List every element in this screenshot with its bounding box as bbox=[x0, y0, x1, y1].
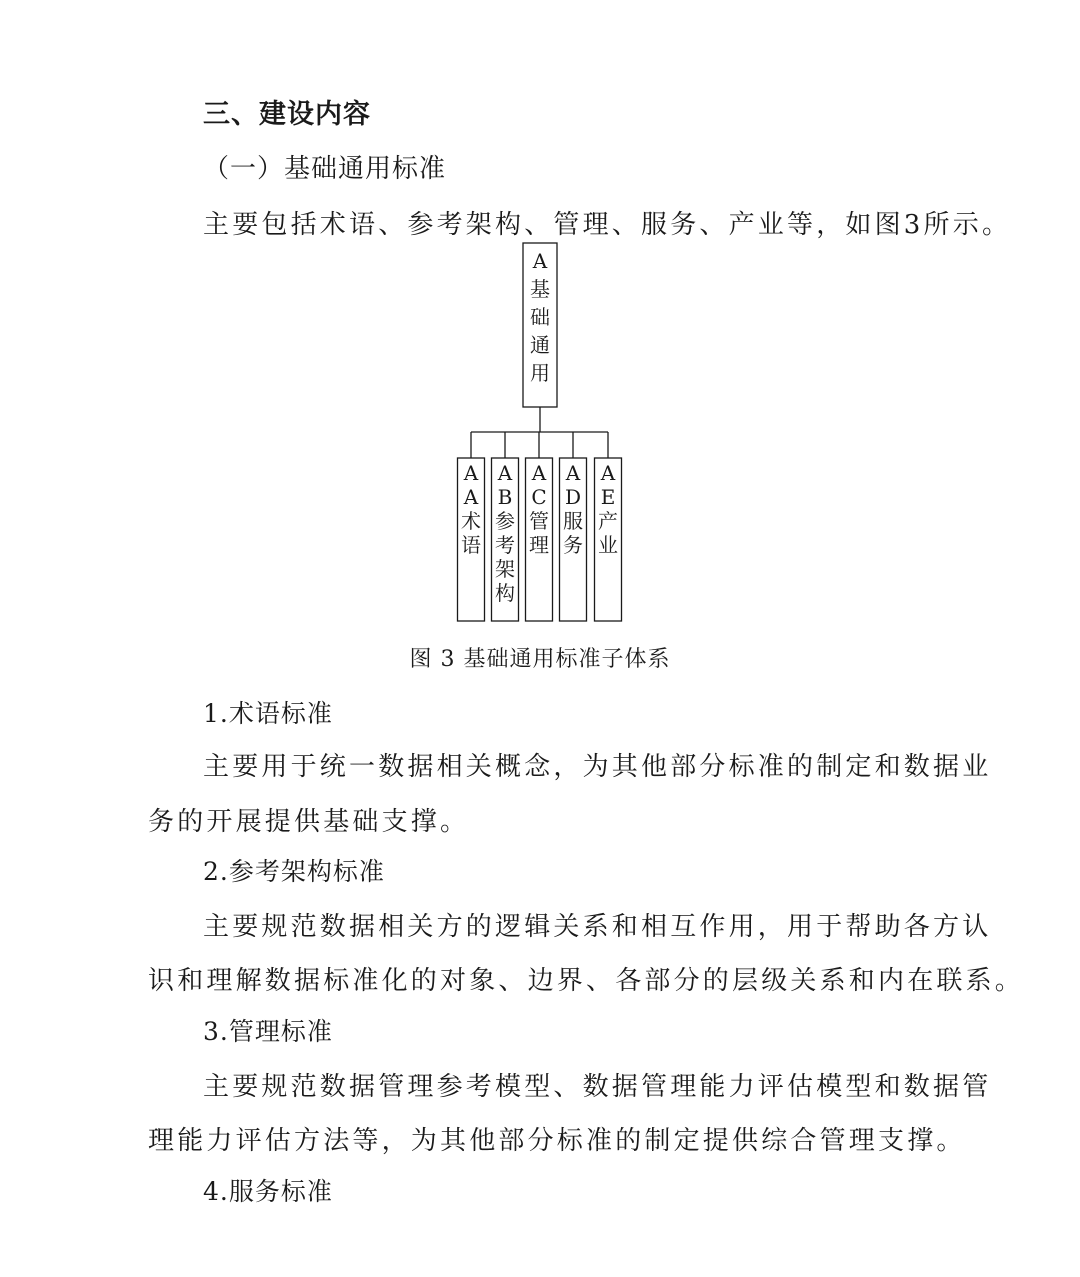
child-node-label bbox=[563, 461, 583, 557]
root-node-char: 基 bbox=[530, 277, 550, 301]
child-node-label bbox=[461, 461, 481, 557]
paragraph-line: 识和理解数据标准化的对象、边界、各部分的层级关系和内在联系。 bbox=[148, 966, 1025, 996]
child-node-char: A bbox=[463, 461, 479, 485]
paragraph-line: 主要用于统一数据相关概念，为其他部分标准的制定和数据业 bbox=[203, 752, 992, 782]
intro-paragraph: 主要包括术语、参考架构、管理、服务、产业等，如图3所示。 bbox=[203, 210, 1012, 240]
section-title-management: 3.管理标准 bbox=[203, 1017, 333, 1046]
child-node-char: 语 bbox=[461, 533, 481, 557]
section-title-reference-architecture: 2.参考架构标准 bbox=[203, 857, 385, 886]
child-node-char: 务 bbox=[563, 533, 583, 557]
child-node-char: A bbox=[531, 461, 547, 485]
child-node-label bbox=[598, 461, 618, 557]
paragraph-line: 主要规范数据相关方的逻辑关系和相互作用，用于帮助各方认 bbox=[203, 912, 992, 942]
figure-caption: 图 3 基础通用标准子体系 bbox=[409, 647, 671, 672]
child-node-char: 业 bbox=[598, 533, 618, 557]
child-node-char: B bbox=[497, 485, 513, 509]
child-node-char: A bbox=[497, 461, 513, 485]
child-node-label bbox=[529, 461, 549, 557]
child-node-char: 考 bbox=[495, 533, 515, 557]
paragraph-line: 理能力评估方法等，为其他部分标准的制定提供综合管理支撑。 bbox=[148, 1126, 966, 1156]
child-node-char: C bbox=[531, 485, 547, 509]
section-title-terminology: 1.术语标准 bbox=[203, 699, 333, 728]
child-node-char: A bbox=[463, 485, 479, 509]
root-node-char: 通 bbox=[530, 333, 550, 357]
child-node-char: 构 bbox=[495, 581, 515, 605]
child-node-char: 参 bbox=[495, 509, 515, 533]
root-node-char: 用 bbox=[530, 361, 550, 385]
subsection-heading: （一）基础通用标准 bbox=[203, 154, 447, 184]
root-node-label bbox=[530, 249, 550, 385]
child-node-char: D bbox=[564, 485, 582, 509]
section-title-services: 4.服务标准 bbox=[203, 1177, 333, 1206]
section-heading: 三、建设内容 bbox=[203, 99, 371, 130]
paragraph-line: 主要规范数据管理参考模型、数据管理能力评估模型和数据管 bbox=[203, 1072, 992, 1102]
child-node-char: 理 bbox=[529, 533, 549, 557]
child-nodes bbox=[458, 432, 622, 621]
child-node-char: 架 bbox=[495, 557, 515, 581]
child-node-char: A bbox=[565, 461, 581, 485]
child-node-char: E bbox=[600, 485, 616, 509]
child-node-char: 产 bbox=[598, 509, 618, 533]
root-node-char: 础 bbox=[530, 305, 550, 329]
paragraph-line: 务的开展提供基础支撑。 bbox=[148, 807, 470, 837]
child-node-label bbox=[495, 461, 515, 605]
root-node-char: A bbox=[532, 249, 548, 273]
child-node-char: 服 bbox=[563, 509, 583, 533]
child-node-char: A bbox=[600, 461, 616, 485]
child-node-char: 术 bbox=[461, 509, 481, 533]
child-node-char: 管 bbox=[529, 509, 549, 533]
